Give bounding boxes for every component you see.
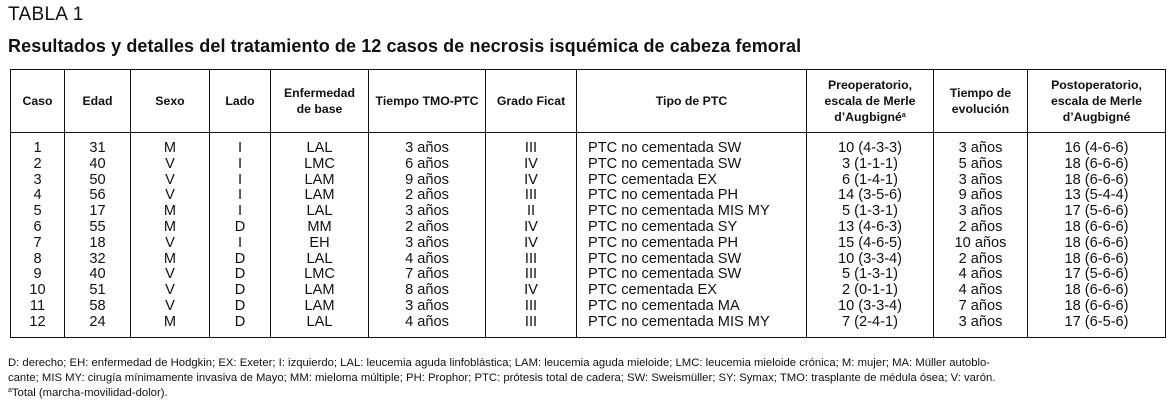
table-row (11, 267, 1166, 283)
cell-enfermedad: MM (271, 220, 369, 236)
table-row (11, 252, 1166, 268)
cell-tiempo: 4 años (369, 252, 486, 268)
cell-edad: 40 (65, 157, 131, 173)
table-row (11, 299, 1166, 315)
cell-tipo: PTC no cementada PH (577, 236, 807, 252)
cell-enfermedad: LAM (271, 188, 369, 204)
footnote-total: Total (marcha-movilidad-dolor). (11, 387, 168, 399)
header-pre-sup: a (901, 112, 906, 119)
cell-sexo: M (131, 220, 210, 236)
cell-postoperatorio: 18 (6-6-6) (1028, 252, 1166, 268)
cell-sexo: M (131, 252, 210, 268)
results-table (10, 69, 1166, 338)
cell-grado: IV (486, 283, 577, 299)
header-enfermedad (271, 70, 369, 133)
cell-enfermedad: LAM (271, 283, 369, 299)
header-caso: Caso (11, 70, 65, 133)
cell-caso: 5 (33, 203, 42, 220)
table-row (11, 141, 1166, 157)
cell-tipo: PTC no cementada MIS MY (577, 204, 807, 220)
cell-lado: I (210, 157, 271, 173)
table-row (11, 188, 1166, 204)
header-post-line2: escala de Merle (1051, 94, 1142, 108)
cell-evolucion: 7 años (934, 299, 1028, 315)
header-evo-line1: Tiempo de (949, 86, 1012, 100)
cell-lado: I (210, 141, 271, 157)
header-sexo: Sexo (131, 70, 210, 133)
cell-evolucion: 10 años (934, 236, 1028, 252)
cell-sexo: V (131, 188, 210, 204)
header-evo-line2: evolución (951, 102, 1010, 116)
table-row (11, 204, 1166, 220)
cell-preoperatorio: 10 (3-3-4) (807, 252, 934, 268)
bottom-spacer-row (11, 331, 1166, 338)
header-preoperatorio (807, 70, 934, 133)
cell-tipo: PTC no cementada SW (577, 252, 807, 268)
cell-caso: 9 (33, 266, 42, 283)
cell-tiempo: 3 años (369, 299, 486, 315)
cell-sexo: V (131, 157, 210, 173)
cell-grado: III (486, 252, 577, 268)
cell-caso: 10 (29, 282, 46, 299)
cell-edad: 58 (65, 299, 131, 315)
cell-preoperatorio: 2 (0-1-1) (807, 283, 934, 299)
header-post-line3: d’Augbigné (1062, 110, 1131, 124)
header-postoperatorio (1028, 70, 1166, 133)
cell-tiempo: 6 años (369, 157, 486, 173)
cell-tipo: PTC cementada EX (577, 173, 807, 189)
cell-preoperatorio: 10 (4-3-3) (807, 141, 934, 157)
cell-enfermedad: EH (271, 236, 369, 252)
header-pre-line1: Preoperatorio, (827, 78, 913, 92)
header-enfermedad-line2: de base (296, 102, 343, 116)
cell-grado: IV (486, 236, 577, 252)
header-tipo: Tipo de PTC (577, 70, 807, 133)
cell-tiempo: 4 años (369, 315, 486, 331)
cell-tipo: PTC no cementada SY (577, 220, 807, 236)
cell-edad: 32 (65, 252, 131, 268)
cell-postoperatorio: 18 (6-6-6) (1028, 157, 1166, 173)
cell-caso: 7 (33, 234, 42, 251)
cell-grado: III (486, 141, 577, 157)
cell-tiempo: 2 años (369, 220, 486, 236)
table-row (11, 236, 1166, 252)
footnote-line-3 (8, 386, 1168, 401)
cell-preoperatorio: 5 (1-3-1) (807, 204, 934, 220)
cell-evolucion: 2 años (934, 252, 1028, 268)
cell-preoperatorio: 7 (2-4-1) (807, 315, 934, 331)
cell-edad: 18 (65, 236, 131, 252)
cell-postoperatorio: 18 (6-6-6) (1028, 173, 1166, 189)
cell-lado: I (210, 188, 271, 204)
cell-caso: 4 (33, 187, 42, 204)
cell-evolucion: 4 años (934, 283, 1028, 299)
header-enfermedad-line1: Enfermedad (283, 86, 356, 100)
header-grado: Grado Ficat (486, 70, 577, 133)
cell-preoperatorio: 3 (1-1-1) (807, 157, 934, 173)
cell-enfermedad: LMC (271, 157, 369, 173)
cell-lado: D (210, 252, 271, 268)
cell-evolucion: 4 años (934, 267, 1028, 283)
cell-postoperatorio: 18 (6-6-6) (1028, 299, 1166, 315)
cell-preoperatorio: 5 (1-3-1) (807, 267, 934, 283)
cell-evolucion: 3 años (934, 141, 1028, 157)
cell-enfermedad: LAL (271, 315, 369, 331)
cell-caso: 12 (29, 313, 46, 330)
cell-sexo: V (131, 299, 210, 315)
cell-evolucion: 3 años (934, 204, 1028, 220)
cell-grado: IV (486, 157, 577, 173)
header-edad: Edad (65, 70, 131, 133)
cell-tiempo: 9 años (369, 173, 486, 189)
table-body (11, 133, 1166, 338)
cell-sexo: M (131, 204, 210, 220)
cell-tipo: PTC no cementada MA (577, 299, 807, 315)
cell-caso: 3 (33, 171, 42, 188)
cell-tiempo: 2 años (369, 188, 486, 204)
cell-tiempo: 7 años (369, 267, 486, 283)
cell-postoperatorio: 18 (6-6-6) (1028, 283, 1166, 299)
cell-tipo: PTC no cementada PH (577, 188, 807, 204)
cell-lado: I (210, 236, 271, 252)
table-title: Resultados y detalles del tratamiento de 12 casos de necrosis isquémica de cabeza femoral (8, 36, 802, 56)
cell-tiempo: 3 años (369, 236, 486, 252)
table-label: TABLA 1 (8, 4, 84, 25)
cell-postoperatorio: 13 (5-4-4) (1028, 188, 1166, 204)
cell-lado: D (210, 220, 271, 236)
header-pre-line3: d’Augbigné (834, 110, 902, 124)
cell-grado: III (486, 299, 577, 315)
table-row (11, 157, 1166, 173)
cell-grado: III (486, 315, 577, 331)
cell-sexo: V (131, 173, 210, 189)
cell-evolucion: 5 años (934, 157, 1028, 173)
cell-edad: 55 (65, 220, 131, 236)
cell-grado: III (486, 188, 577, 204)
table-row (11, 173, 1166, 189)
cell-preoperatorio: 13 (4-6-3) (807, 220, 934, 236)
cell-sexo: V (131, 267, 210, 283)
cell-tipo: PTC no cementada SW (577, 141, 807, 157)
cell-lado: D (210, 315, 271, 331)
cell-caso: 8 (33, 250, 42, 267)
cell-edad: 31 (65, 141, 131, 157)
cell-enfermedad: LMC (271, 267, 369, 283)
cell-edad: 17 (65, 204, 131, 220)
cell-sexo: V (131, 283, 210, 299)
cell-sexo: M (131, 315, 210, 331)
cell-evolucion: 3 años (934, 315, 1028, 331)
header-pre-line2: escala de Merle (824, 94, 916, 108)
table-row (11, 315, 1166, 331)
cell-lado: D (210, 299, 271, 315)
header-tiempo: Tiempo TMO-PTC (369, 70, 486, 133)
footnote-sup: a (8, 387, 12, 394)
cell-caso: 11 (29, 297, 46, 314)
cell-enfermedad: LAL (271, 204, 369, 220)
header-post-line1: Postoperatorio, (1051, 78, 1142, 92)
cell-grado: III (486, 267, 577, 283)
cell-evolucion: 9 años (934, 188, 1028, 204)
cell-tipo: PTC cementada EX (577, 283, 807, 299)
cell-preoperatorio: 10 (3-3-4) (807, 299, 934, 315)
cell-postoperatorio: 18 (6-6-6) (1028, 236, 1166, 252)
cell-grado: II (486, 204, 577, 220)
cell-caso: 6 (33, 218, 42, 235)
cell-enfermedad: LAM (271, 173, 369, 189)
cell-postoperatorio: 17 (5-6-6) (1028, 204, 1166, 220)
header-lado: Lado (210, 70, 271, 133)
cell-postoperatorio: 17 (5-6-6) (1028, 267, 1166, 283)
cell-lado: I (210, 173, 271, 189)
table-row (11, 283, 1166, 299)
cell-caso: 1 (33, 140, 42, 156)
cell-sexo: M (131, 141, 210, 157)
cell-preoperatorio: 14 (3-5-6) (807, 188, 934, 204)
cell-tipo: PTC no cementada SW (577, 157, 807, 173)
cell-enfermedad: LAL (271, 141, 369, 157)
cell-enfermedad: LAM (271, 299, 369, 315)
cell-tiempo: 3 años (369, 204, 486, 220)
cell-tipo: PTC no cementada MIS MY (577, 315, 807, 331)
cell-evolucion: 3 años (934, 173, 1028, 189)
cell-evolucion: 2 años (934, 220, 1028, 236)
table-row (11, 220, 1166, 236)
cell-postoperatorio: 16 (4-6-6) (1028, 141, 1166, 157)
cell-postoperatorio: 18 (6-6-6) (1028, 220, 1166, 236)
cell-edad: 40 (65, 267, 131, 283)
table-header-row (11, 70, 1166, 133)
cell-lado: D (210, 283, 271, 299)
table-footnote (8, 356, 1168, 401)
cell-enfermedad: LAL (271, 252, 369, 268)
cell-lado: D (210, 267, 271, 283)
footnote-line-1: D: derecho; EH: enfermedad de Hodgkin; EX: Exeter; I: izquierdo; LAL: leucemia aguda linfoblástica; LAM: leucemia aguda mieloide; LMC: leucemia mieloide crónica; M: mujer; MA: Müller autoblo- (8, 357, 991, 369)
cell-tiempo: 8 años (369, 283, 486, 299)
cell-edad: 51 (65, 283, 131, 299)
cell-grado: IV (486, 173, 577, 189)
cell-tipo: PTC no cementada SW (577, 267, 807, 283)
cell-caso: 2 (33, 155, 42, 172)
cell-postoperatorio: 17 (6-5-6) (1028, 315, 1166, 331)
footnote-line-2: cante; MIS MY: cirugía mínimamente invasiva de Mayo; MM: mieloma múltiple; PH: Prophor; PTC: prótesis total de cadera; SW: Sweismüller; SY: Symax; TMO: trasplante de médula ósea; V: varón. (8, 372, 996, 384)
cell-preoperatorio: 6 (1-4-1) (807, 173, 934, 189)
cell-lado: I (210, 204, 271, 220)
cell-tiempo: 3 años (369, 141, 486, 157)
cell-sexo: V (131, 236, 210, 252)
cell-grado: IV (486, 220, 577, 236)
cell-edad: 56 (65, 188, 131, 204)
cell-edad: 50 (65, 173, 131, 189)
cell-edad: 24 (65, 315, 131, 331)
header-evolucion (934, 70, 1028, 133)
cell-preoperatorio: 15 (4-6-5) (807, 236, 934, 252)
